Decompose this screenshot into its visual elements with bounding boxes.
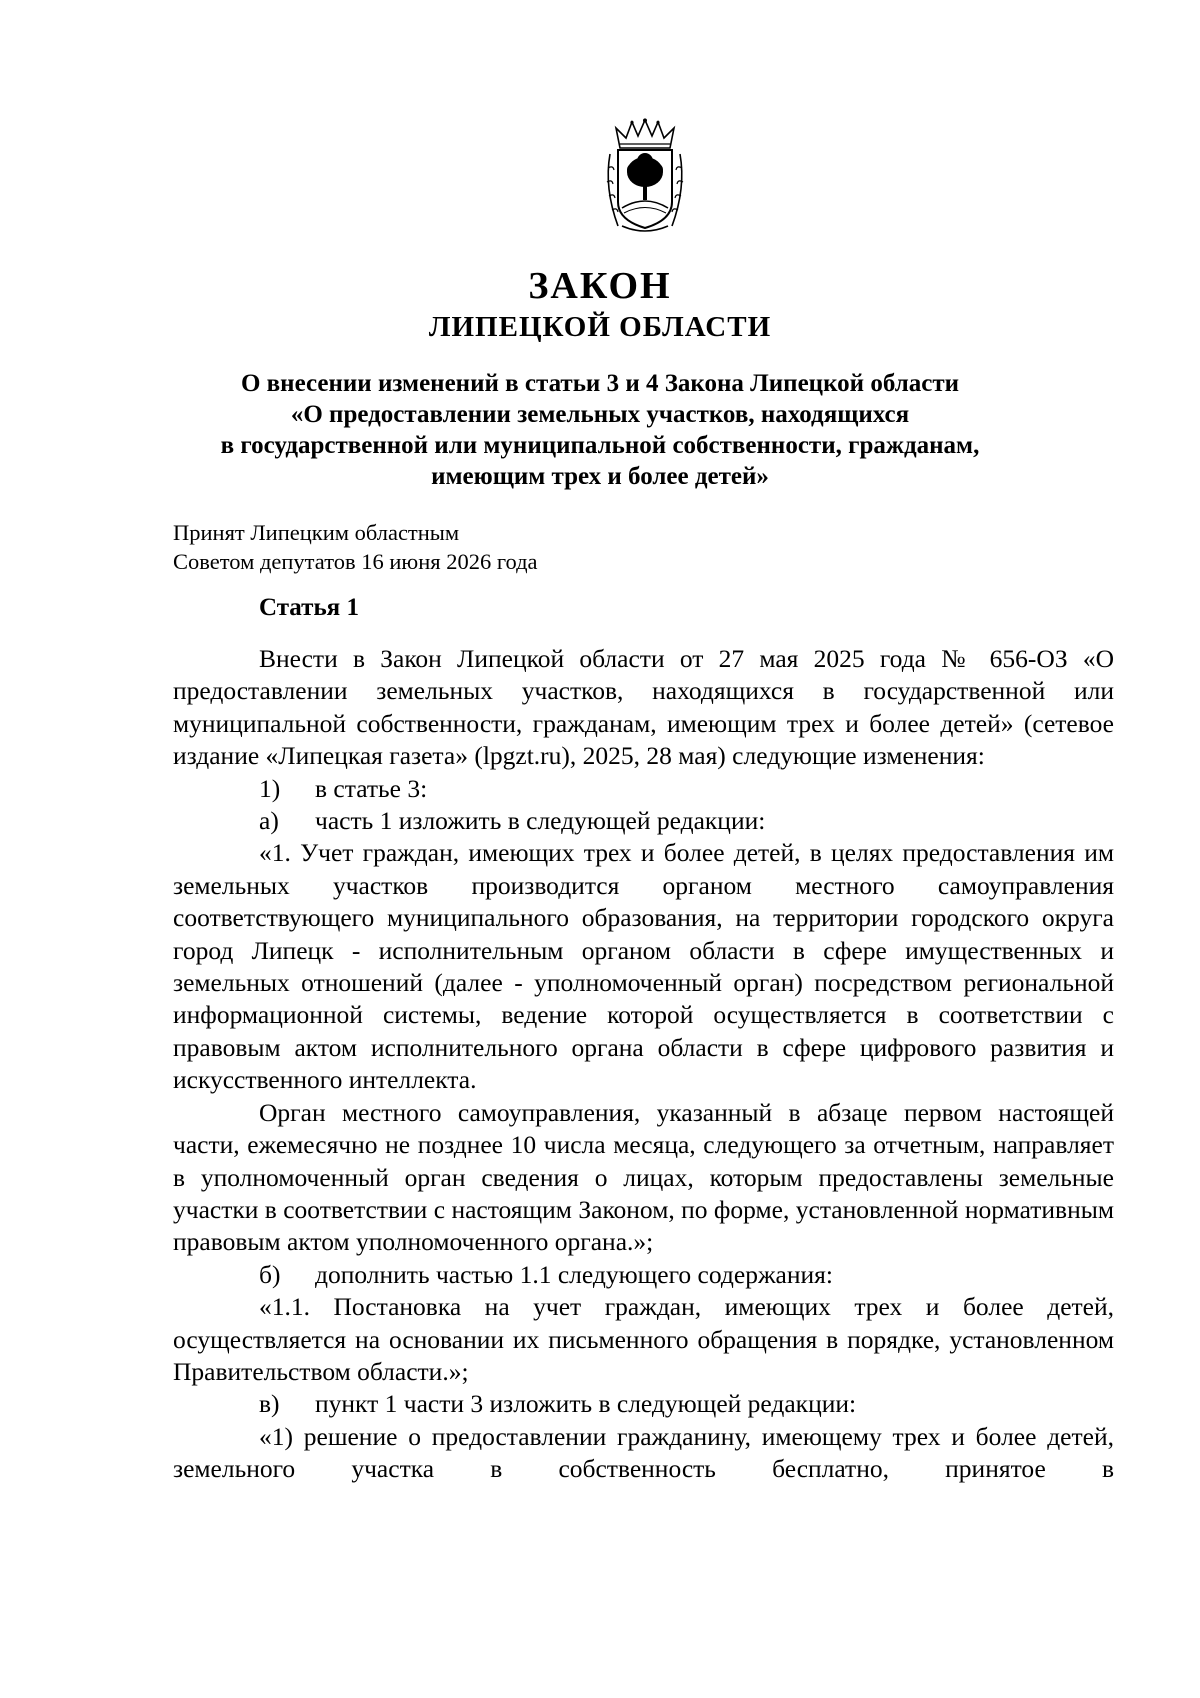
law-name [0,368,1200,492]
coat-of-arms-icon [602,118,688,238]
law-name-line: «О предоставлении земельных участков, находящихся [290,401,910,428]
paragraph-intro: Внести в Закон Липецкой области от 27 мая 2025 года № 656-ОЗ «О предоставлении земельных участков, находящихся в государственной или муниципальной собственности, гражданам, имеющим трех и более детей» (сетевое издание «Липецкая газета» (lpgzt.ru), 2025, 28 мая) следующие изменения: [173,644,1114,771]
item-text: часть 1 изложить в следующей редакции: [315,806,766,836]
adoption-line: Советом депутатов 16 июня 2026 года [173,549,538,574]
paragraph-part3: «1) решение о предоставлении гражданину, имеющему трех и более детей, земельного участка в собственность бесплатно, принятое в [173,1421,1114,1484]
paragraph-part1: «1. Учет граждан, имеющих трех и более детей, в целях предоставления им земельных участков производится органом местного самоуправления соответствующего муниципального образования, на территории городского округа город Липецк - исполнительным органом области в сфере имущественных и земельных отношений (далее - уполномоченный орган) посредством региональной информационной системы, ведение которой осуществляется в соответствии с правовым актом исполнительного органа области в сфере цифрового развития и искусственного интеллекта. [173,838,1114,1095]
list-item [173,1259,1114,1291]
item-number: а) [259,806,279,836]
article-heading: Статья 1 [259,594,359,621]
item-number: 1) [259,773,281,803]
article-body [173,643,1114,1486]
document-title: ЗАКОН [528,265,672,307]
item-number: в) [259,1389,280,1419]
item-number: б) [259,1259,281,1289]
list-item [173,773,1114,805]
item-text: пункт 1 части 3 изложить в следующей редакции: [315,1389,857,1419]
adoption-note [173,518,538,576]
document-region: ЛИПЕЦКОЙ ОБЛАСТИ [428,311,772,343]
list-item [173,1388,1114,1420]
item-text: дополнить частью 1.1 следующего содержания: [315,1259,833,1289]
adoption-line: Принят Липецким областным [173,520,460,545]
paragraph-part1-second: Орган местного самоуправления, указанный в абзаце первом настоящей части, ежемесячно не позднее 10 числа месяца, следующего за отчетным, направляет в уполномоченный орган сведения о лицах, которым предоставлены земельные участки в соответствии с настоящим Законом, по форме, установленной нормативным правовым актом уполномоченного органа.»; [173,1097,1114,1257]
list-item [173,805,1114,837]
law-name-line: в государственной или муниципальной собственности, гражданам, [220,432,980,459]
law-name-line: О внесении изменений в статьи 3 и 4 Закона Липецкой области [240,370,960,397]
paragraph-part1-1: «1.1. Постановка на учет граждан, имеющих трех и более детей, осуществляется на основании их письменного обращения в порядке, установленном Правительством области.»; [173,1292,1114,1386]
law-name-line: имеющим трех и более детей» [431,463,769,490]
item-text: в статье 3: [315,773,428,803]
